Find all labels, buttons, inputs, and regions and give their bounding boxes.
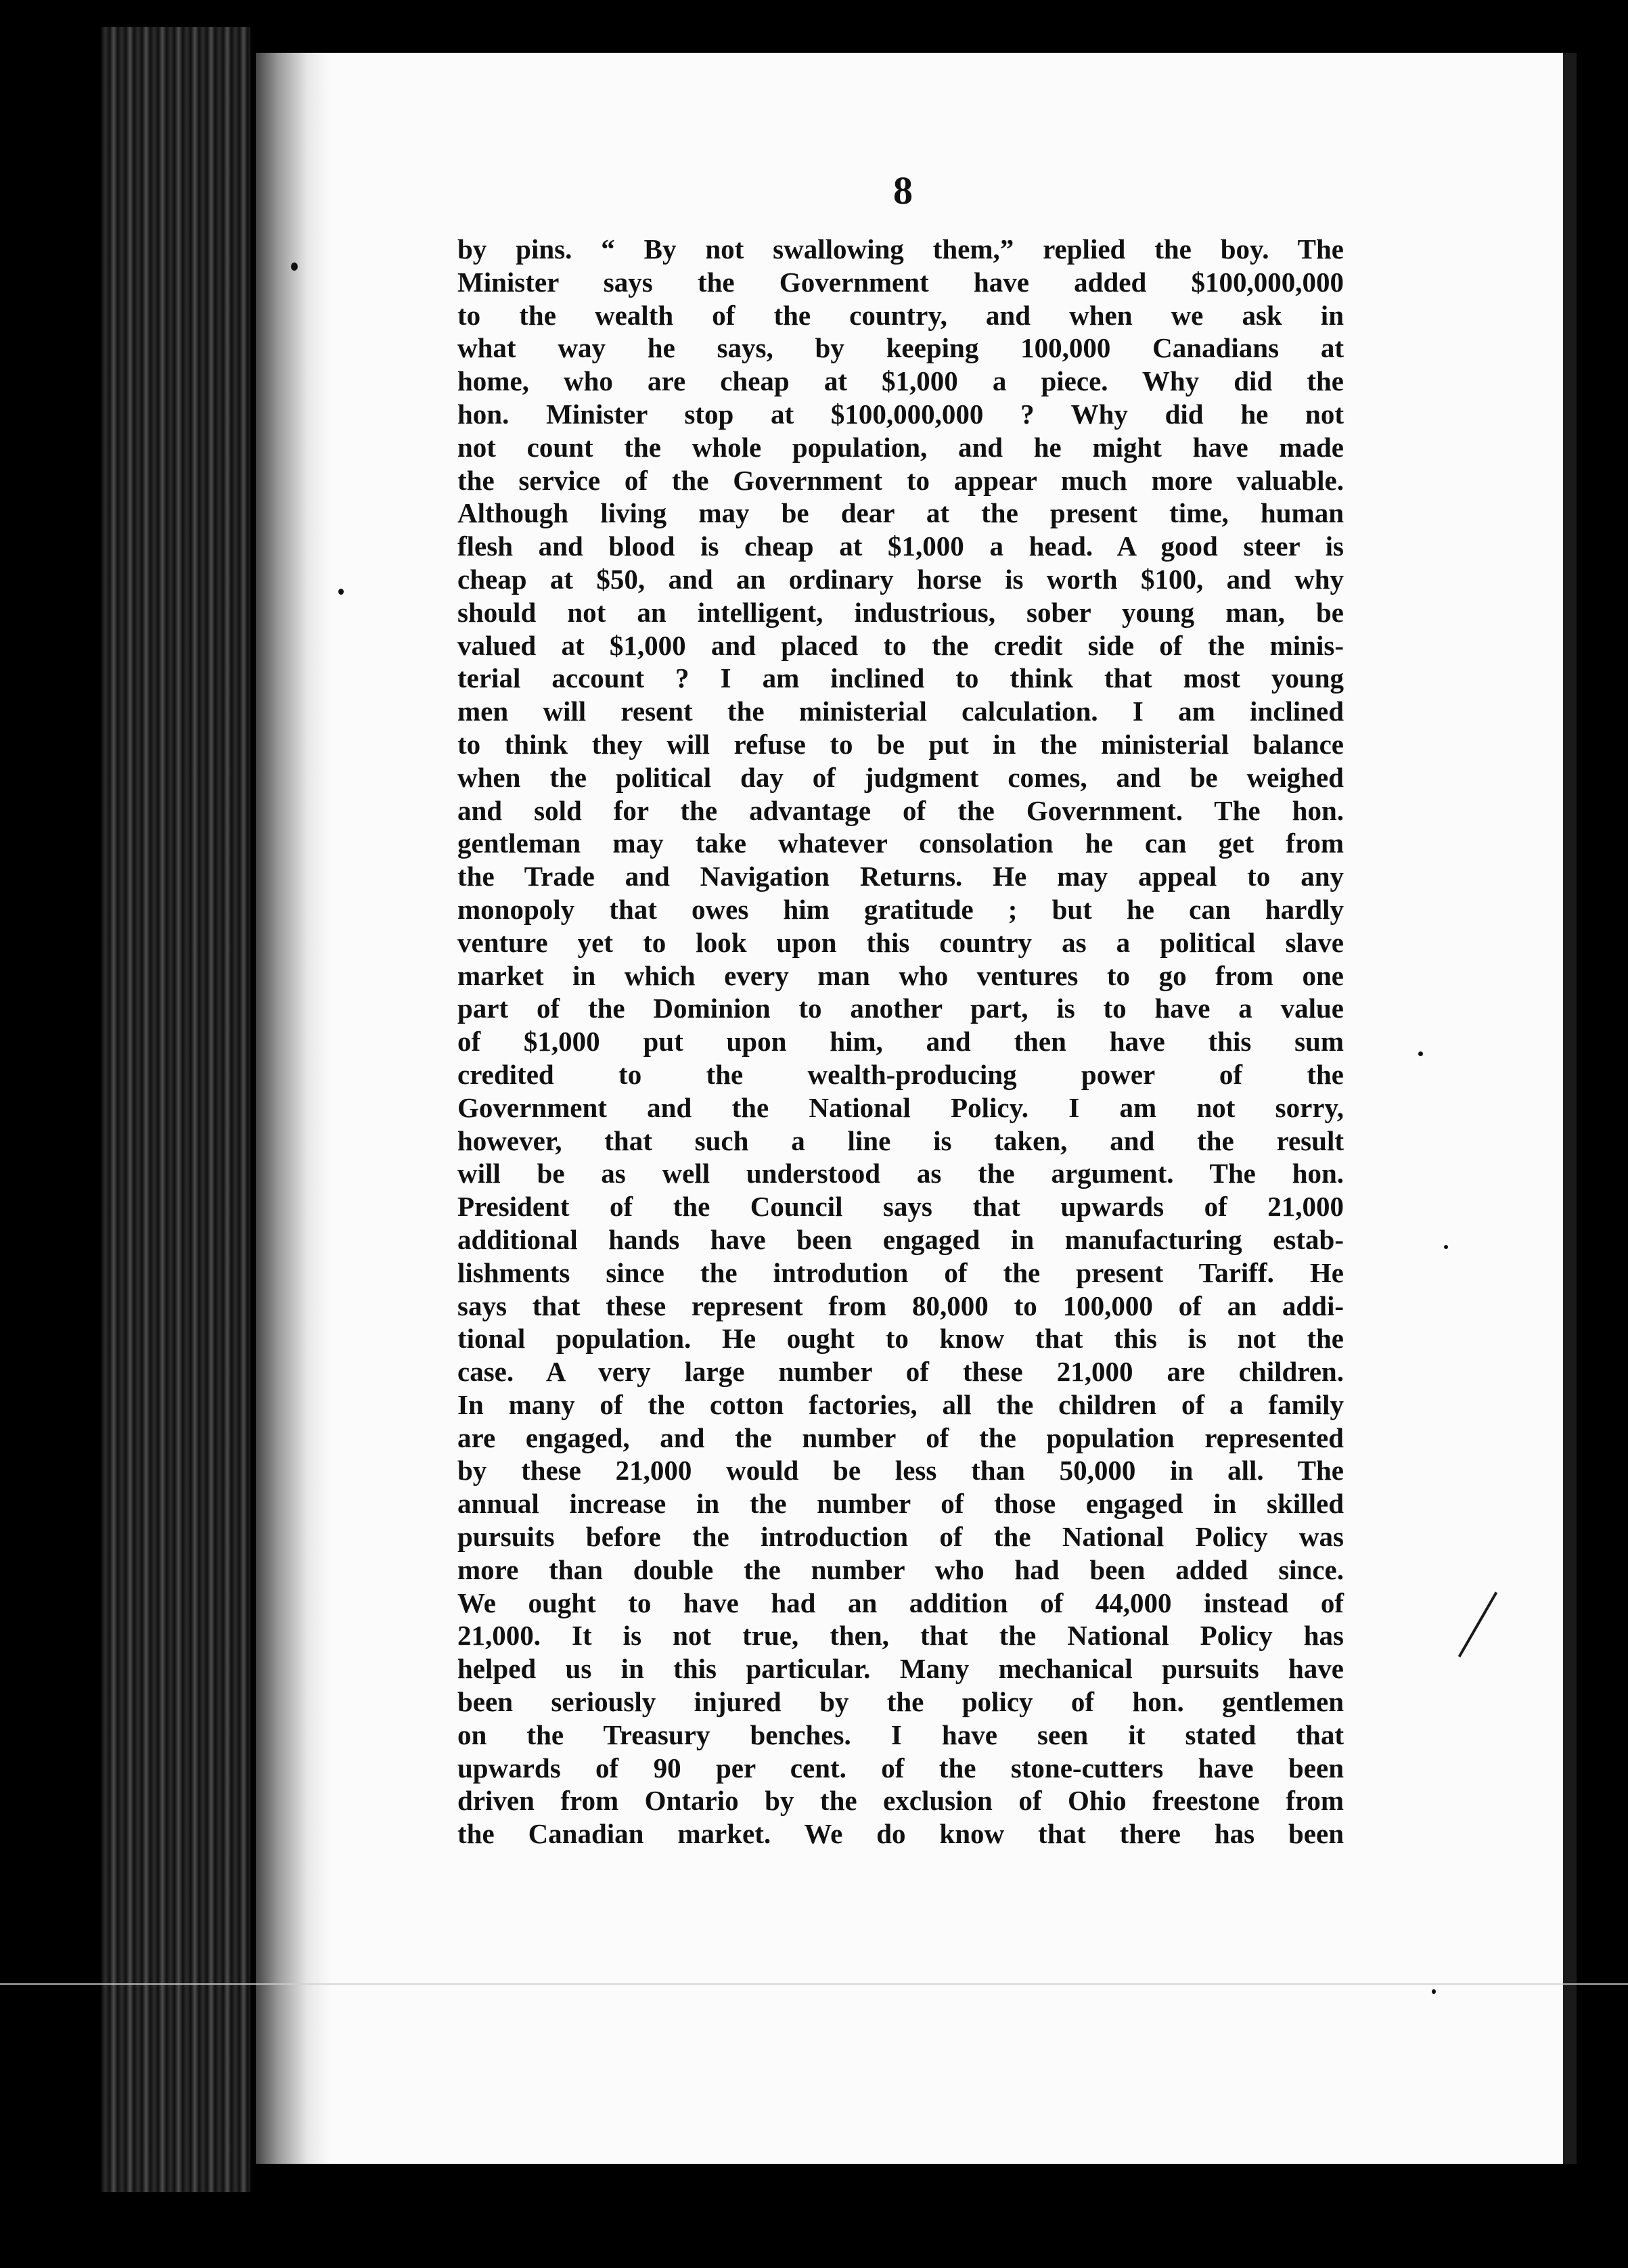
- text-line: additional hands have been engaged in manufacturing estab-: [457, 1223, 1344, 1255]
- text-line: however, that such a line is taken, and the result: [457, 1125, 1344, 1156]
- scan-line: [0, 1983, 1628, 1985]
- text-line: men will resent the ministerial calculation. I am inclined: [457, 696, 1344, 727]
- text-line: President of the Council says that upwards of 21,000: [457, 1191, 1344, 1223]
- text-line: by these 21,000 would be less than 50,000 in all. The: [457, 1455, 1344, 1487]
- text-line: the service of the Government to appear much more valuable.: [457, 464, 1344, 496]
- scan-speck: [338, 589, 344, 595]
- text-line: hon. Minister stop at $100,000,000 ? Why did he not: [457, 398, 1344, 430]
- text-line: by pins. “ By not swallowing them,” replied the boy. The: [457, 233, 1344, 265]
- text-line: not count the whole population, and he might have made: [457, 431, 1344, 463]
- text-line: what way he says, by keeping 100,000 Canadians at: [457, 332, 1344, 364]
- text-line: helped us in this particular. Many mechanical pursuits have: [457, 1653, 1344, 1685]
- text-line: Minister says the Government have added $100,000,000: [457, 266, 1344, 298]
- text-line: when the political day of judgment comes, and be weighed: [457, 761, 1344, 793]
- text-line: In many of the cotton factories, all the children of a family: [457, 1388, 1344, 1420]
- text-line: valued at $1,000 and placed to the credit side of the minis-: [457, 629, 1344, 661]
- body-text: [457, 233, 1344, 1851]
- text-line: more than double the number who had been added since.: [457, 1553, 1344, 1585]
- text-line: cheap at $50, and an ordinary horse is worth $100, and why: [457, 563, 1344, 595]
- text-line: been seriously injured by the policy of hon. gentlemen: [457, 1686, 1344, 1718]
- text-line: says that these represent from 80,000 to 100,000 of an addi-: [457, 1290, 1344, 1321]
- scan-speck: [1444, 1245, 1448, 1249]
- text-line: should not an intelligent, industrious, sober young man, be: [457, 596, 1344, 628]
- text-line: case. A very large number of these 21,000 are children.: [457, 1356, 1344, 1388]
- text-line: tional population. He ought to know that this is not the: [457, 1323, 1344, 1355]
- text-line: market in which every man who ventures to go from one: [457, 959, 1344, 991]
- text-line: 21,000. It is not true, then, that the National Policy has: [457, 1620, 1344, 1652]
- text-line: and sold for the advantage of the Government. The hon.: [457, 794, 1344, 826]
- text-line: upwards of 90 per cent. of the stone-cutters have been: [457, 1752, 1344, 1784]
- text-line: to think they will refuse to be put in the ministerial balance: [457, 728, 1344, 760]
- text-line: part of the Dominion to another part, is to have a value: [457, 993, 1344, 1024]
- text-line: driven from Ontario by the exclusion of Ohio freestone from: [457, 1785, 1344, 1817]
- text-line: on the Treasury benches. I have seen it stated that: [457, 1719, 1344, 1750]
- text-line: Government and the National Policy. I am not sorry,: [457, 1091, 1344, 1123]
- document-page: [256, 53, 1563, 2164]
- text-line: Although living may be dear at the present time, human: [457, 497, 1344, 529]
- text-line: gentleman may take whatever consolation he can get from: [457, 827, 1344, 859]
- text-line: lishments since the introdution of the present Tariff. He: [457, 1256, 1344, 1288]
- text-line: venture yet to look upon this country as a political slave: [457, 926, 1344, 958]
- text-line: monopoly that owes him gratitude ; but he can hardly: [457, 893, 1344, 925]
- scan-speck: [1432, 1989, 1436, 1994]
- text-line: terial account ? I am inclined to think that most young: [457, 662, 1344, 694]
- scan-speck: [1418, 1051, 1423, 1056]
- text-line: annual increase in the number of those engaged in skilled: [457, 1488, 1344, 1520]
- text-line: credited to the wealth-producing power of the: [457, 1058, 1344, 1090]
- text-line: flesh and blood is cheap at $1,000 a head. A good steer is: [457, 530, 1344, 562]
- page-gutter-shadow: [256, 53, 330, 2164]
- page-number: 8: [893, 168, 913, 212]
- text-line: of $1,000 put upon him, and then have this sum: [457, 1026, 1344, 1058]
- text-line: home, who are cheap at $1,000 a piece. Why did the: [457, 365, 1344, 397]
- text-line: will be as well understood as the argument. The hon.: [457, 1158, 1344, 1189]
- scan-speck: [291, 263, 298, 271]
- text-line: pursuits before the introduction of the National Policy was: [457, 1521, 1344, 1553]
- text-line: are engaged, and the number of the population represented: [457, 1422, 1344, 1453]
- page-right-edge: [1563, 53, 1577, 2164]
- text-line: to the wealth of the country, and when we ask in: [457, 299, 1344, 331]
- text-line: We ought to have had an addition of 44,000 instead of: [457, 1587, 1344, 1618]
- text-line: the Canadian market. We do know that there has been: [457, 1818, 1344, 1850]
- margin-mark: [1458, 1591, 1497, 1657]
- binding-edge: [101, 27, 250, 2192]
- text-line: the Trade and Navigation Returns. He may appeal to any: [457, 861, 1344, 892]
